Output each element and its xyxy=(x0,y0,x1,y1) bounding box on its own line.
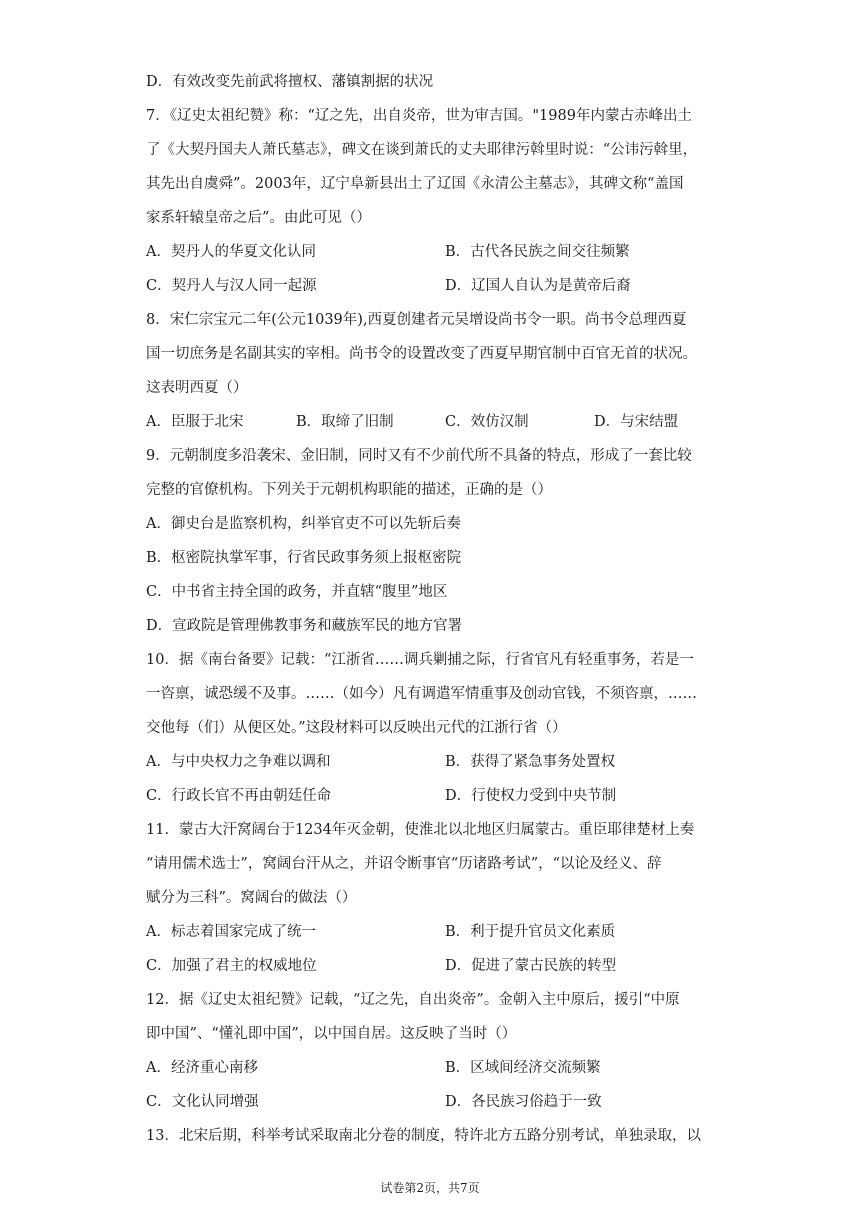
q12-option-b[interactable]: B．区域间经济交流频繁 xyxy=(445,1060,601,1076)
q9-option-d[interactable]: D．宣政院是管理佛教事务和藏族军民的地方官署 xyxy=(146,618,463,634)
q13-stem-line-1: 13．北宋后期，科举考试采取南北分卷的制度，特许北方五路分别考试，单独录取，以 xyxy=(146,1128,701,1144)
q10-stem-line-1: 10．据《南台备要》记载：“江浙省……调兵剿捕之际，行省官凡有轻重事务，若是一 xyxy=(146,652,694,668)
q9-stem-line-1: 9．元朝制度多沿袭宋、金旧制，同时又有不少前代所不具备的特点，形成了一套比较 xyxy=(146,448,692,464)
q8-option-c[interactable]: C．效仿汉制 xyxy=(445,414,529,430)
q12-option-c[interactable]: C．文化认同增强 xyxy=(146,1094,259,1110)
q7-option-a[interactable]: A．契丹人的华夏文化认同 xyxy=(146,244,316,260)
q12-option-d[interactable]: D．各民族习俗趋于一致 xyxy=(445,1094,602,1110)
q10-stem-line-2: 一咨禀，诚恐缓不及事。……（如今）凡有调遣军情重事及创动官钱，不须咨禀，…… xyxy=(146,686,697,702)
q8-stem-line-2: 国一切庶务是名副其实的宰相。尚书令的设置改变了西夏早期官制中百官无首的状况。 xyxy=(146,346,697,362)
q10-stem-line-3: 交他每（们）从便区处。”这段材料可以反映出元代的江浙行省（） xyxy=(146,720,567,736)
q10-option-c[interactable]: C．行政长官不再由朝廷任命 xyxy=(146,788,332,804)
q8-stem-line-3: 这表明西夏（） xyxy=(146,380,248,396)
q8-option-d[interactable]: D．与宋结盟 xyxy=(594,414,679,430)
q12-stem-line-2: 即中国”、“懂礼即中国”，以中国自居。这反映了当时（） xyxy=(146,1026,517,1042)
q11-option-b[interactable]: B．利于提升官员文化素质 xyxy=(445,924,616,940)
q7-option-d[interactable]: D．辽国人自认为是黄帝后裔 xyxy=(445,278,631,294)
q8-option-b[interactable]: B．取缔了旧制 xyxy=(296,414,394,430)
q7-stem-line-1: 7．《辽史太祖纪赞》称：“辽之先，出自炎帝，世为审吉国。"1989年内蒙古赤峰出土 xyxy=(146,108,692,124)
q11-option-d[interactable]: D．促进了蒙古民族的转型 xyxy=(445,958,617,974)
q10-option-d[interactable]: D．行使权力受到中央节制 xyxy=(445,788,617,804)
q9-option-a[interactable]: A．御史台是监察机构，纠举官吏不可以先斩后奏 xyxy=(146,516,461,532)
q9-option-b[interactable]: B．枢密院执掌军事，行省民政事务须上报枢密院 xyxy=(146,550,462,566)
q7-stem-line-2: 了《大契丹国夫人萧氏墓志》，碑文在谈到萧氏的丈夫耶律污斡里时说：“公讳污斡里， xyxy=(146,142,698,158)
q6-option-d: D．有效改变先前武将擅权、藩镇割据的状况 xyxy=(146,74,434,90)
q11-option-a[interactable]: A．标志着国家完成了统一 xyxy=(146,924,316,940)
q12-option-a[interactable]: A．经济重心南移 xyxy=(146,1060,258,1076)
q12-stem-line-1: 12．据《辽史太祖纪赞》记载，“辽之先，自出炎帝”。金朝入主中原后，援引“中原 xyxy=(146,992,680,1008)
q8-stem-line-1: 8．宋仁宗宝元二年(公元1039年),西夏创建者元吴增设尚书令一职。尚书令总理西夏 xyxy=(146,312,687,328)
q11-option-c[interactable]: C．加强了君主的权威地位 xyxy=(146,958,317,974)
q7-stem-line-3: 其先出自虞舜”。2003年，辽宁阜新县出土了辽国《永清公主墓志》，其碑文称“盖国 xyxy=(146,176,684,192)
q10-option-a[interactable]: A．与中央权力之争难以调和 xyxy=(146,754,331,770)
q11-stem-line-2: “请用儒术选士”，窝阔台汗从之，并诏令断事官“历诸路考试”，“以论及经义、辞 xyxy=(146,856,662,872)
q7-stem-line-4: 家系轩辕皇帝之后”。由此可见（） xyxy=(146,210,371,226)
q9-stem-line-2: 完整的官僚机构。下列关于元朝机构职能的描述，正确的是（） xyxy=(146,482,552,498)
q8-option-a[interactable]: A．臣服于北宋 xyxy=(146,414,244,430)
page-footer: 试卷第2页，共7页 xyxy=(380,1181,480,1195)
q7-option-b[interactable]: B．古代各民族之间交往频繁 xyxy=(445,244,630,260)
q9-option-c[interactable]: C．中书省主持全国的政务，并直辖“腹里”地区 xyxy=(146,584,448,600)
q7-option-c[interactable]: C．契丹人与汉人同一起源 xyxy=(146,278,317,294)
q10-option-b[interactable]: B．获得了紧急事务处置权 xyxy=(445,754,616,770)
q11-stem-line-1: 11．蒙古大汗窝阔台于1234年灭金朝，使淮北以北地区归属蒙古。重臣耶律楚材上奏 xyxy=(146,822,695,838)
q11-stem-line-3: 赋分为三科”。窝阔台的做法（） xyxy=(146,890,357,906)
